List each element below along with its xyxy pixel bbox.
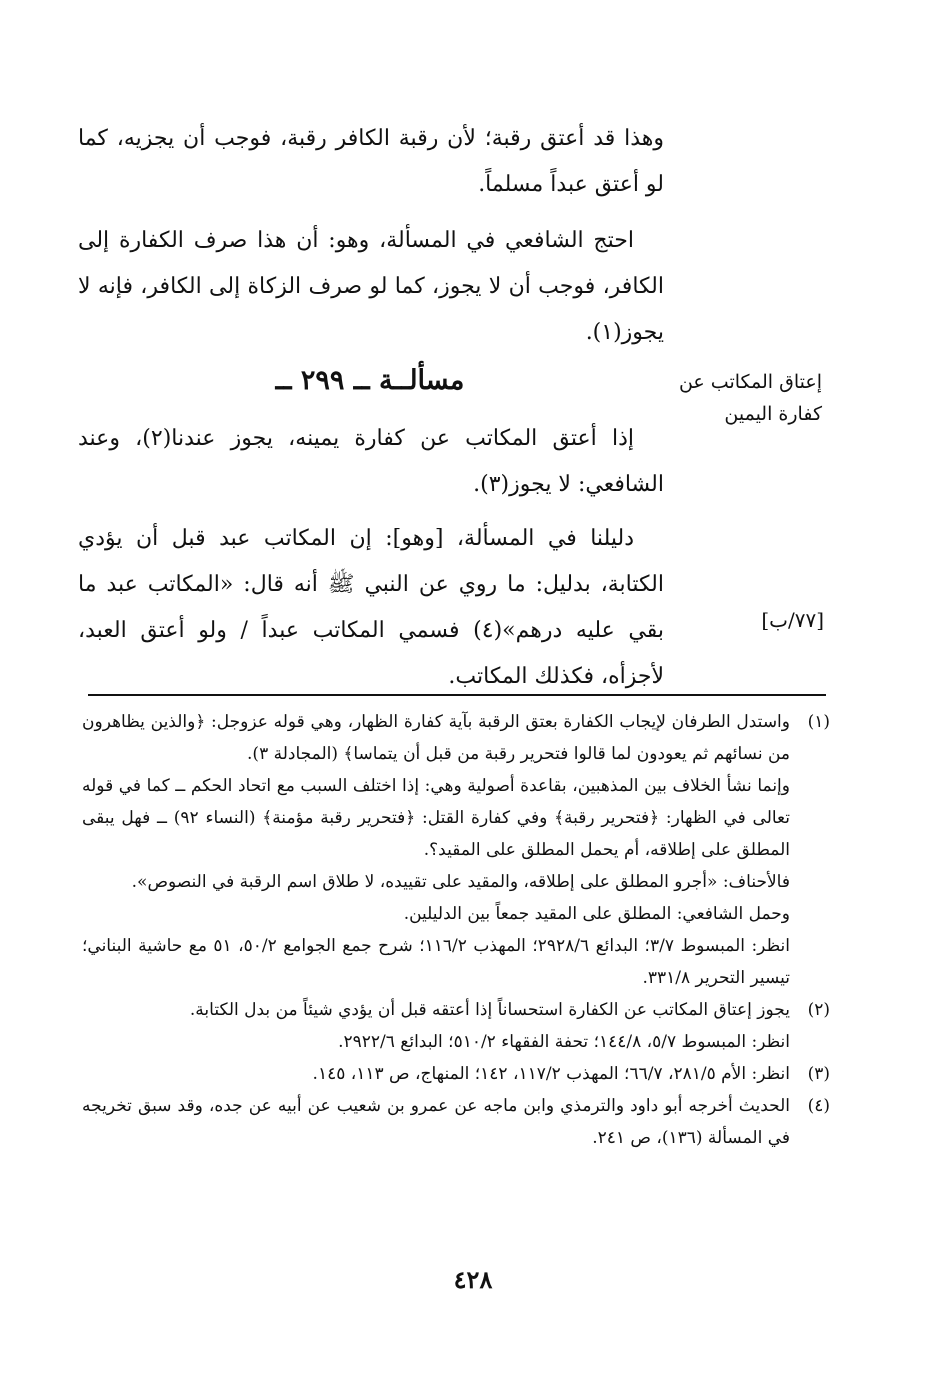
footnote-4 <box>82 1090 830 1154</box>
page-number: ٤٢٨ <box>453 1265 493 1294</box>
footnote-line: وإنما نشأ الخلاف بين المذهبين، بقاعدة أصولية وهي: إذا اختلف السبب مع اتحاد الحكم ــ كما في قوله تعالى في الظهار: ﴿فتحرير رقبة﴾ وفي كفارة القتل: ﴿فتحرير رقبة مؤمنة﴾ (النساء ٩٢) ــ فهل يبقى المطلق على إطلاقه، أم يحمل المطلق على المقيد؟. <box>82 776 790 860</box>
margin-topic-title: إعتاق المكاتب عن كفارة اليمين <box>678 371 822 425</box>
footnote-line: فالأحناف: «أجرو المطلق على إطلاقه، والمقيد على تقييده، لا طلاق اسم الرقبة في النصوص». <box>131 872 790 892</box>
footnote-number: (١) <box>807 712 830 732</box>
footnote-3 <box>82 1058 830 1090</box>
footnote-separator <box>88 694 826 696</box>
footnote-line: يجوز إعتاق المكاتب عن الكفارة استحساناً إذا أعتقه قبل أن يؤدي شيئاً من بدل الكتابة. <box>189 1000 790 1020</box>
footnote-number: (٢) <box>807 1000 830 1020</box>
footnote-line: الحديث أخرجه أبو داود والترمذي وابن ماجه عن عمرو بن شعيب عن أبيه عن جده، وقد سبق تخريجه في المسألة (١٣٦)، ص ٢٤١. <box>82 1096 790 1148</box>
footnote-line: انظر: المبسوط ٥/٧، ١٤٤/٨؛ تحفة الفقهاء ٥١٠/٢؛ البدائع ٢٩٢٢/٦. <box>338 1032 790 1052</box>
footnote-line: واستدل الطرفان لإيجاب الكفارة بعتق الرقبة بآية كفارة الظهار، وهي قوله عزوجل: ﴿والذين يظاهرون من نسائهم ثم يعودون لما قالوا فتحرير رقبة من قبل أن يتماسا﴾ (المجادلة ٣). <box>82 712 790 764</box>
footnote-line: انظر: الأم ٢٨١/٥، ٦٦/٧؛ المهذب ١١٧/٢، ١٤٢؛ المنهاج، ص ١١٣، ١٤٥. <box>312 1064 790 1084</box>
footnote-line: وحمل الشافعي: المطلق على المقيد جمعاً بين الدليلين. <box>403 904 790 924</box>
footnote-2 <box>82 994 830 1058</box>
manuscript-folio-reference: [٧٧/ب] <box>761 608 824 632</box>
footnote-1 <box>82 706 830 994</box>
issue-heading: مسألــة ــ ٢٩٩ ــ <box>275 365 465 396</box>
paragraph-evidence: دليلنا في المسألة، [وهو]: إن المكاتب عبد قبل أن يؤدي الكتابة، بدليل: ما روي عن النبي ﷺ أنه قال: «المكاتب عبد ما بقي عليه درهم»(٤) فسمي المكاتب عبداً / ولو أعتق العبد، لأجزأه، فكذلك المكاتب. <box>78 526 664 689</box>
footnote-number: (٣) <box>807 1064 830 1084</box>
paragraph-issue-statement: إذا أعتق المكاتب عن كفارة يمينه، يجوز عندنا(٢)، وعند الشافعي: لا يجوز(٣). <box>78 426 664 497</box>
footnote-number: (٤) <box>807 1096 830 1116</box>
footnote-line: انظر: المبسوط ٣/٧؛ البدائع ٢٩٢٨/٦؛ المهذب ١١٦/٢؛ شرح جمع الجوامع ٥٠/٢، ٥١ مع حاشية البناني؛ تيسير التحرير ٣٣١/٨. <box>82 936 790 988</box>
paragraph-argument-continuation: وهذا قد أعتق رقبة؛ لأن رقبة الكافر رقبة، فوجب أن يجزيه، كما لو أعتق عبداً مسلماً. <box>78 126 664 197</box>
footnotes <box>82 706 830 1154</box>
paragraph-shafii-argument: احتج الشافعي في المسألة، وهو: أن هذا صرف الكفارة إلى الكافر، فوجب أن لا يجوز، كما لو صرف الزكاة إلى الكافر، فإنه لا يجوز(١). <box>78 228 664 345</box>
